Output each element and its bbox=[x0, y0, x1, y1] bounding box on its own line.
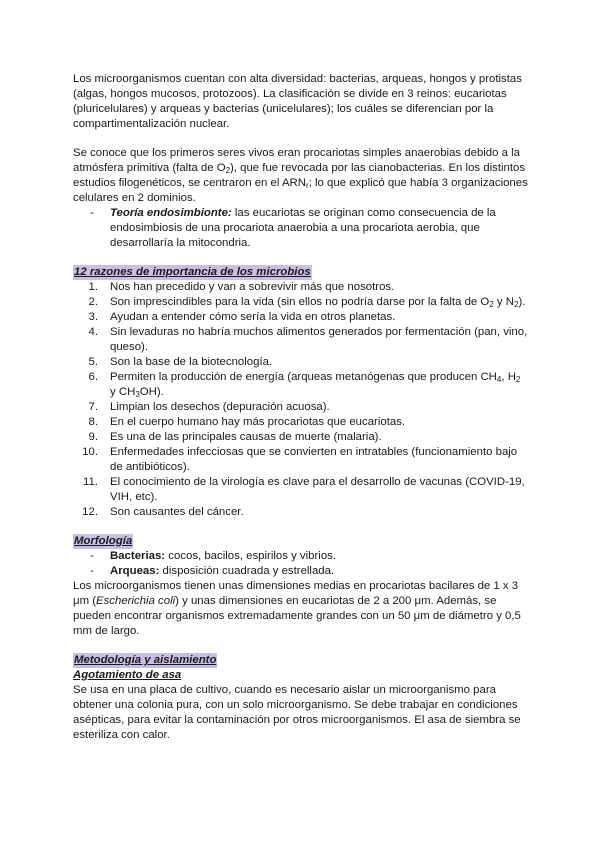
morphology-section bbox=[73, 534, 528, 639]
dash-marker: - bbox=[90, 565, 94, 577]
section-heading-importance: 12 razones de importancia de los microbios bbox=[74, 266, 311, 278]
bacteria-bullet bbox=[73, 549, 528, 564]
importance-list bbox=[73, 280, 528, 520]
dash-marker: - bbox=[90, 550, 94, 562]
archaea-term: Arqueas: bbox=[110, 565, 160, 577]
list-item: 6. Permiten la producción de energía (arqueas metanógenas que producen $CH_4$, $H_2$ y $CH_3OH$). bbox=[88, 371, 521, 399]
bacteria-term: Bacterias: bbox=[110, 550, 166, 562]
list-item: 1. Nos han precedido y van a sobrevivir más que nosotros. bbox=[88, 281, 395, 293]
section-heading-methodology: Metodología y aislamiento bbox=[74, 654, 217, 666]
archaea-text: disposición cuadrada y estrellada. bbox=[159, 565, 335, 577]
theory-term: Teoría endosimbionte: bbox=[110, 207, 232, 219]
theory-bullet bbox=[73, 206, 528, 251]
list-item: 11. El conocimiento de la virología es clave para el desarrollo de vacunas (COVID-19, VIH, etc). bbox=[83, 476, 525, 503]
theory-text: las eucariotas se originan como consecuencia de la endosimbiosis de una procariota anaerobia a una procariota aerobia, que desarrollaría la mitocondria. bbox=[110, 207, 496, 249]
archaea-bullet bbox=[73, 564, 528, 579]
methodology-section bbox=[73, 653, 528, 743]
dash-marker: - bbox=[90, 207, 94, 219]
section-heading-morphology: Morfología bbox=[74, 535, 133, 547]
methodology-paragraph: Se usa en una placa de cultivo, cuando es necesario aislar un microorganismo para obtener una colonia pura, con un solo microorganismo. Se debe trabajar en condiciones asépticas, para evitar la contaminación por otros microorganismos. El asa de siembra se esteriliza con calor. bbox=[73, 684, 521, 741]
list-item: 8. En el cuerpo humano hay más procariotas que eucariotas. bbox=[88, 416, 406, 428]
list-item: 3. Ayudan a entender cómo sería la vida en otros planetas. bbox=[88, 311, 396, 323]
origin-paragraph: Se conoce que los primeros seres vivos eran procariotas simples anaerobias debido a la atmósfera primitiva (falta de $O_2$), que fue revocada por las cianobacterias. En los distintos estudios filogenéticos, se centraron en el $ARN_r$; lo que explicó que había 3 organizaciones celulares en 2 dominios. bbox=[73, 147, 528, 204]
list-item: 4. Sin levaduras no habría muchos alimentos generados por fermentación (pan, vino, queso). bbox=[88, 326, 528, 353]
list-item: 9. Es una de las principales causas de muerte (malaria). bbox=[88, 431, 382, 443]
intro-paragraph: Los microorganismos cuentan con alta diversidad: bacterias, arqueas, hongos y protistas (algas, hongos mucosos, protozoos). La clasificación se divide en 3 reinos: eucariotas (pluricelulares) y arqueas y bacterias (unicelulares); los cuáles se diferencian por la compartimentalización nuclear. bbox=[73, 73, 522, 130]
morphology-paragraph: Los microorganismos tienen unas dimensiones medias en procariotas bacilares de 1 x 3 μm (Escherichia coli) y unas dimensiones en eucariotas de 2 a 200 μm. Además, se pueden encontrar organismos extremadamente grandes con un 50 μm de diámetro y 0,5 mm de largo. bbox=[73, 580, 521, 637]
subheading-streaking: Agotamiento de asa bbox=[73, 669, 182, 681]
list-item: 2. Son imprescindibles para la vida (sin ellos no podría darse por la falta de $O_2$ y $N_2$). bbox=[88, 296, 526, 309]
bacteria-text: cocos, bacilos, espirilos y vibrios. bbox=[165, 550, 337, 562]
document-body bbox=[73, 72, 528, 743]
list-item: 7. Limpian los desechos (depuración acuosa). bbox=[88, 401, 330, 413]
list-item: 10. Enfermedades infecciosas que se convierten en intratables (funcionamiento bajo de antibióticos). bbox=[82, 446, 518, 473]
importance-section bbox=[73, 265, 528, 520]
list-item: 12. Son causantes del cáncer. bbox=[82, 506, 244, 518]
list-item: 5. Son la base de la biotecnología. bbox=[88, 356, 273, 368]
